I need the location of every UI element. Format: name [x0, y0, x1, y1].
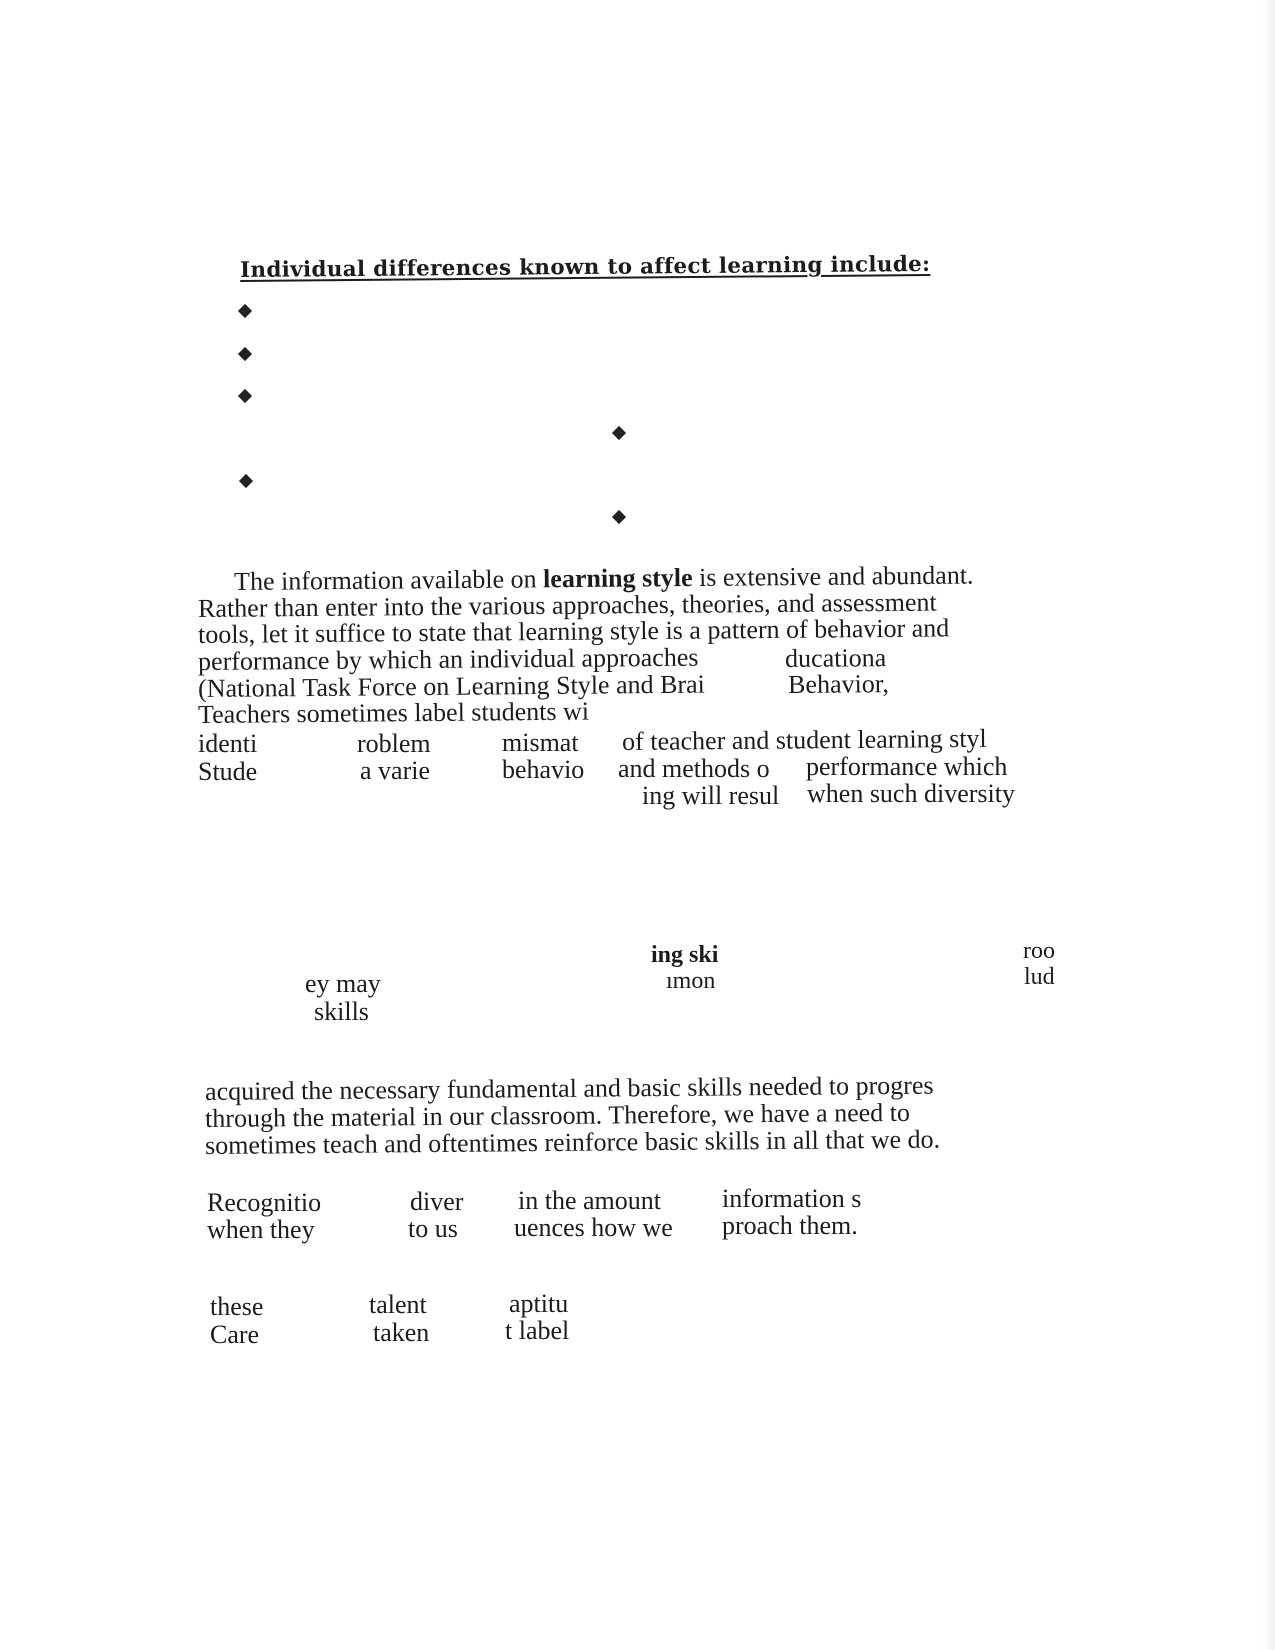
paragraph-1-line-1: The information available on learning style is extensive and abundant.: [233, 560, 974, 596]
paragraph-3-line-1-part-2: diver: [410, 1187, 464, 1216]
paragraph-2-line-1: acquired the necessary fundamental and basic skills needed to progres: [204, 1070, 934, 1106]
fragment-col2-line-2: ımon: [666, 968, 716, 994]
bullet-icon: [238, 389, 252, 403]
bullet-icon: [238, 304, 252, 318]
fragment-col1-line-2: skills: [314, 997, 369, 1026]
bold-term: learning style: [542, 562, 693, 594]
paragraph-1-line-7-part-4: of teacher and student learning styl: [621, 723, 987, 756]
fragment-col3-line-1: roo: [1023, 938, 1055, 964]
paragraph-3-line-2-part-2: to us: [408, 1214, 458, 1243]
paragraph-3-line-2-part-4: proach them.: [722, 1211, 858, 1240]
paragraph-1-line-4a: performance by which an individual approaches: [197, 642, 699, 676]
paragraph-1-line-4b: ducationa: [784, 643, 887, 673]
paragraph-1-line-7-part-2: roblem: [357, 729, 431, 758]
paragraph-1-line-9-part-1: ing will resul: [642, 781, 780, 810]
paragraph-3-line-1-part-3: in the amount: [518, 1186, 661, 1215]
paragraph-3-line-2-part-1: when they: [207, 1215, 315, 1244]
paragraph-4-line-2-part-1: Care: [210, 1320, 260, 1349]
paragraph-1-line-9-part-2: when such diversity: [807, 779, 1015, 808]
paragraph-1-line-2: Rather than enter into the various approaches, theories, and assessment: [197, 587, 937, 623]
paragraph-2-line-3: sometimes teach and oftentimes reinforce basic skills in all that we do.: [204, 1124, 941, 1160]
paragraph-1-line-5a: (National Task Force on Learning Style and Brai: [197, 669, 705, 703]
paragraph-3-line-1-part-1: Recognitio: [207, 1188, 322, 1217]
fragment-col2-line-1: ing ski: [651, 942, 719, 968]
paragraph-1-line-8-part-3: behavio: [502, 755, 585, 784]
bullet-icon: [612, 426, 626, 440]
paragraph-4-line-1-part-3: aptitu: [509, 1289, 569, 1318]
section-heading: Individual differences known to affect learning include:: [240, 251, 931, 283]
paragraph-2-line-2: through the material in our classroom. Therefore, we have a need to: [204, 1097, 911, 1133]
paragraph-3-line-1-part-4: information s: [722, 1184, 862, 1213]
paragraph-4-line-2-part-3: t label: [505, 1316, 570, 1345]
paragraph-4-line-2-part-2: taken: [373, 1318, 430, 1347]
paragraph-1-line-8-part-5: performance which: [806, 752, 1008, 781]
paragraph-3-line-2-part-3: uences how we: [514, 1213, 673, 1242]
bullet-icon: [239, 474, 253, 488]
fragment-col3-line-2: lud: [1024, 964, 1055, 990]
paragraph-1-line-8-part-2: a varie: [360, 756, 431, 785]
paragraph-1-line-3: tools, let it suffice to state that learning style is a pattern of behavior and: [197, 613, 950, 649]
bullet-icon: [238, 347, 252, 361]
paragraph-1-line-7-part-3: mismat: [502, 728, 579, 757]
paragraph-1-line-5b: Behavior,: [787, 669, 889, 699]
bullet-icon: [612, 510, 626, 524]
paragraph-4-line-1-part-1: these: [210, 1292, 264, 1321]
fragment-col1-line-1: ey may: [305, 969, 381, 998]
page-edge-shadow: [1263, 0, 1275, 1650]
paragraph-1-line-8-part-4: and methods o: [618, 754, 770, 783]
paragraph-1-line-7-part-1: identi: [198, 729, 258, 758]
paragraph-4-line-1-part-2: talent: [369, 1290, 427, 1319]
paragraph-1-line-6: Teachers sometimes label students wi: [197, 696, 590, 729]
paragraph-1-line-8-part-1: Stude: [198, 757, 258, 786]
